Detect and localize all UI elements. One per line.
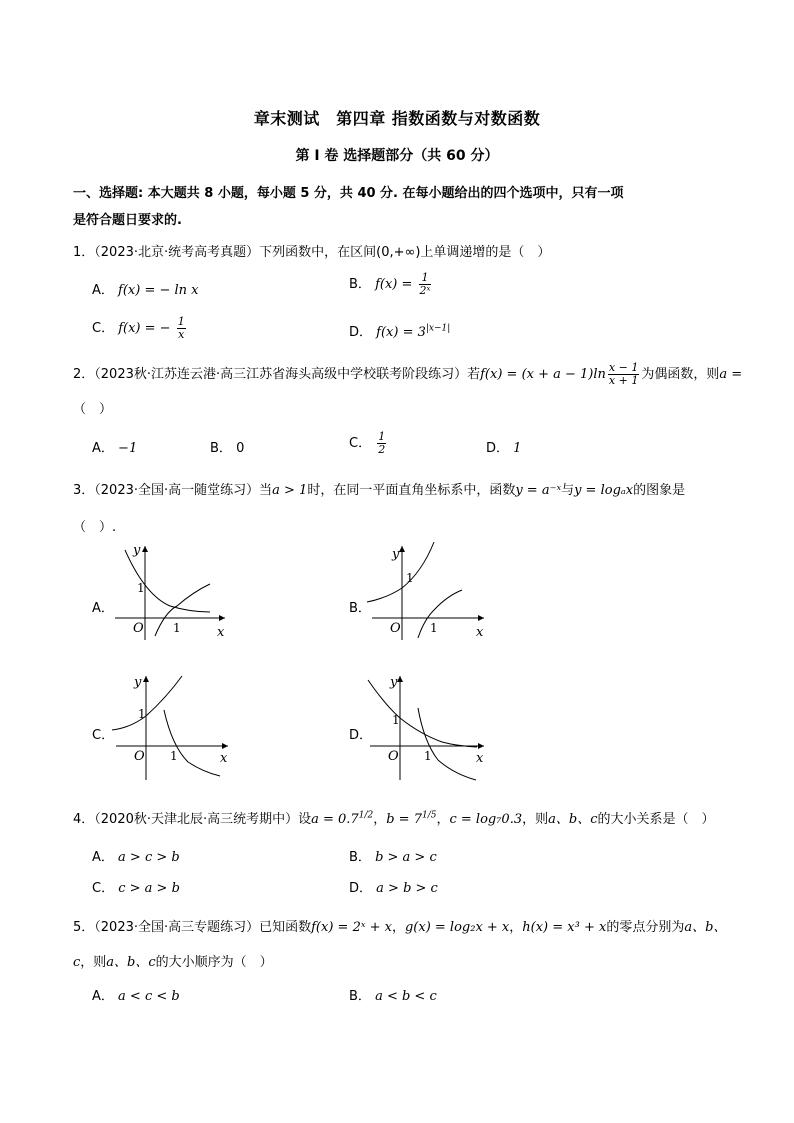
q3-graph-b bbox=[362, 540, 492, 640]
q4-stem-pre: 4．（2020秋·天津北辰·高三统考期中）设 bbox=[73, 812, 312, 827]
graph-b-origin: O bbox=[390, 621, 401, 636]
q2-d-label: D． bbox=[486, 441, 510, 456]
q5-sep2: ， bbox=[509, 920, 523, 935]
q5-f: f(x) = 2ˣ + x bbox=[311, 920, 392, 935]
q1-option-d bbox=[349, 321, 450, 340]
graph-c-curve-log bbox=[164, 710, 220, 776]
q2-stem bbox=[73, 362, 742, 387]
q5-a-label: A． bbox=[92, 989, 114, 1004]
q5-option-b bbox=[349, 985, 437, 1004]
q2-a-label: A． bbox=[92, 441, 114, 456]
q4-sep1: ， bbox=[373, 812, 387, 827]
q1-d-pre: f(x) = 3 bbox=[376, 325, 426, 340]
q4-b-label: B． bbox=[349, 850, 371, 865]
q2-c-label: C． bbox=[349, 436, 372, 451]
q2-a-val: −1 bbox=[118, 441, 138, 456]
graph-b-x-label: x bbox=[476, 625, 484, 640]
q3-graph-a bbox=[105, 540, 235, 640]
q3-option-c-label: C． bbox=[92, 728, 115, 743]
q1-a-label: A． bbox=[92, 283, 114, 298]
q2-d-val: 1 bbox=[513, 441, 522, 456]
graph-b-one-y: 1 bbox=[406, 571, 414, 585]
graph-d-y-arrow bbox=[397, 676, 403, 682]
graph-b-y-label: y bbox=[392, 547, 400, 562]
q4-c-val: c > a > b bbox=[118, 881, 180, 896]
graph-b-one-x: 1 bbox=[430, 621, 438, 635]
q2-stem-post: 为偶函数，则 bbox=[641, 367, 720, 382]
q4-option-b bbox=[349, 846, 437, 865]
q5-g: g(x) = log₂x + x bbox=[404, 920, 510, 935]
q5-line2 bbox=[73, 951, 273, 970]
q1-a-expr: f(x) = − ln x bbox=[118, 283, 199, 298]
q5-option-a bbox=[92, 985, 180, 1004]
graph-d-x-arrow bbox=[478, 743, 484, 749]
q4-c-expr: c = log₇0.3 bbox=[449, 812, 523, 827]
q4-b-sup: 1/5 bbox=[421, 810, 437, 821]
graph-d-one-y: 1 bbox=[392, 713, 400, 727]
q5-stem bbox=[73, 916, 726, 935]
q5-h: h(x) = x³ + x bbox=[522, 920, 607, 935]
graph-a-x-arrow bbox=[219, 615, 225, 621]
q1-c-label: C． bbox=[92, 321, 115, 336]
q5-line2-end: 的大小顺序为（ ） bbox=[155, 955, 273, 970]
graph-a-origin: O bbox=[133, 621, 144, 636]
q2-num: x − 1 bbox=[608, 361, 639, 374]
q3-graph-c bbox=[108, 672, 238, 782]
q1-b-pre: f(x) = bbox=[375, 277, 413, 292]
q2-den: x + 1 bbox=[608, 374, 639, 387]
q2-fraction bbox=[608, 362, 639, 387]
q5-line2-var: c bbox=[73, 955, 81, 970]
q2-expr-pre: f(x) = (x + a − 1)ln bbox=[480, 367, 606, 382]
q2-c-fraction bbox=[377, 431, 386, 456]
q1-option-b bbox=[349, 272, 433, 297]
q2-b-val: 0 bbox=[236, 441, 245, 456]
q1-b-label: B． bbox=[349, 277, 371, 292]
q4-stem-post: ，则 bbox=[522, 812, 549, 827]
graph-a-one-x: 1 bbox=[173, 621, 181, 635]
q4-a-label: A． bbox=[92, 850, 114, 865]
q4-stem bbox=[73, 808, 715, 827]
q1-b-den: 2ˣ bbox=[419, 284, 431, 297]
q3-stem bbox=[73, 479, 685, 498]
q4-c-label: C． bbox=[92, 881, 115, 896]
q2-option-c bbox=[349, 431, 388, 456]
graph-c-one-x: 1 bbox=[170, 749, 178, 763]
q3-graph-d bbox=[362, 672, 492, 782]
graph-d-y-label: y bbox=[390, 675, 398, 690]
q1-d-sup: |x−1| bbox=[425, 323, 451, 334]
graph-d-curve-decreasing bbox=[368, 680, 477, 747]
q5-vars2: a、b、c bbox=[106, 955, 156, 970]
graph-d-x-label: x bbox=[476, 751, 484, 766]
q4-a-expr: a = 0.7 bbox=[311, 812, 359, 827]
page-subtitle: 第 I 卷 选择题部分（共 60 分） bbox=[295, 148, 499, 164]
q3-stem-mid2: 与 bbox=[561, 483, 575, 498]
section-header-line1: 一、选择题: 本大题共 8 小题，每小题 5 分，共 40 分. 在每小题给出的四个选项中，只有一项 bbox=[73, 186, 624, 201]
graph-a-x-label: x bbox=[217, 625, 225, 640]
graph-a-y-label: y bbox=[133, 543, 141, 558]
q3-line2: （ ）. bbox=[73, 520, 117, 535]
q2-stem-var: a = bbox=[719, 367, 743, 382]
q5-line2-text: ，则 bbox=[80, 955, 107, 970]
q1-b-fraction bbox=[419, 272, 432, 297]
q3-cond: a > 1 bbox=[272, 483, 308, 498]
q1-c-num: 1 bbox=[177, 315, 185, 328]
q2-option-a bbox=[92, 437, 137, 456]
section-header-line2: 是符合题日要求的. bbox=[73, 213, 182, 228]
q1-option-a bbox=[92, 279, 199, 298]
q2-line2: （ ） bbox=[73, 402, 113, 417]
q5-stem-post: 的零点分别为 bbox=[606, 920, 685, 935]
q3-stem-mid: 时，在同一平面直角坐标系中，函数 bbox=[307, 483, 516, 498]
q1-b-num: 1 bbox=[419, 272, 432, 285]
graph-d-origin: O bbox=[388, 749, 399, 764]
graph-a-curve-log bbox=[155, 584, 210, 636]
q2-option-b bbox=[210, 437, 244, 456]
q1-stem: 1．（2023·北京·统考高考真题）下列函数中，在区间(0,+∞)上单调递增的是（ ） bbox=[73, 245, 551, 260]
graph-d-curve-log bbox=[418, 708, 476, 780]
q1-d-label: D． bbox=[349, 325, 373, 340]
q3-f2: y = logₐx bbox=[574, 483, 634, 498]
q4-a-sup: 1/2 bbox=[358, 810, 374, 821]
q4-a-val: a > c > b bbox=[118, 850, 180, 865]
q4-d-label: D． bbox=[349, 881, 373, 896]
q4-stem-end: 的大小关系是（ ） bbox=[597, 812, 715, 827]
q2-stem-pre: 2．（2023秋·江苏连云港·高三江苏省海头高级中学校联考阶段练习）若 bbox=[73, 367, 481, 382]
q3-option-b-label: B． bbox=[349, 601, 371, 616]
q5-sep1: ， bbox=[391, 920, 405, 935]
q5-vars1: a、b、 bbox=[684, 920, 727, 935]
graph-a-y-arrow bbox=[142, 546, 148, 552]
graph-c-x-arrow bbox=[222, 743, 228, 749]
graph-c-x-label: x bbox=[220, 751, 228, 766]
q3-f1: y = a⁻ˣ bbox=[515, 483, 562, 498]
q2-c-den: 2 bbox=[378, 443, 386, 456]
graph-b-x-arrow bbox=[478, 615, 484, 621]
graph-c-y-label: y bbox=[134, 675, 142, 690]
graph-c-origin: O bbox=[134, 749, 145, 764]
graph-c-curve-increasing bbox=[112, 676, 182, 730]
q4-option-d bbox=[349, 877, 438, 896]
q1-option-c bbox=[92, 316, 188, 341]
q4-b-expr: b = 7 bbox=[386, 812, 422, 827]
graph-b-y-arrow bbox=[399, 546, 405, 552]
q4-vars: a、b、c bbox=[548, 812, 598, 827]
q3-stem-pre: 3．（2023·全国·高一随堂练习）当 bbox=[73, 483, 273, 498]
q1-c-fraction bbox=[177, 316, 186, 341]
q2-option-d bbox=[486, 437, 521, 456]
q2-c-num: 1 bbox=[378, 430, 386, 443]
graph-b-curve-log bbox=[418, 590, 462, 638]
q5-b-val: a < b < c bbox=[375, 989, 437, 1004]
q4-d-val: a > b > c bbox=[376, 881, 438, 896]
q5-stem-pre: 5．（2023·全国·高三专题练习）已知函数 bbox=[73, 920, 312, 935]
q4-b-val: b > a > c bbox=[375, 850, 437, 865]
q1-c-pre: f(x) = − bbox=[118, 321, 171, 336]
q5-a-val: a < c < b bbox=[118, 989, 180, 1004]
q4-option-a bbox=[92, 846, 180, 865]
q2-b-label: B． bbox=[210, 441, 232, 456]
q3-option-d-label: D． bbox=[349, 728, 373, 743]
graph-d-one-x: 1 bbox=[424, 749, 432, 763]
q4-option-c bbox=[92, 877, 180, 896]
page-title: 章末测试 第四章 指数函数与对数函数 bbox=[253, 109, 541, 128]
q5-b-label: B． bbox=[349, 989, 371, 1004]
graph-a-one-y: 1 bbox=[137, 581, 145, 595]
q3-stem-post: 的图象是 bbox=[633, 483, 686, 498]
q4-sep2: ， bbox=[436, 812, 450, 827]
graph-c-one-y: 1 bbox=[138, 707, 146, 721]
graph-c-y-arrow bbox=[143, 676, 149, 682]
q3-option-a-label: A． bbox=[92, 601, 114, 616]
q1-c-den: x bbox=[178, 328, 185, 341]
